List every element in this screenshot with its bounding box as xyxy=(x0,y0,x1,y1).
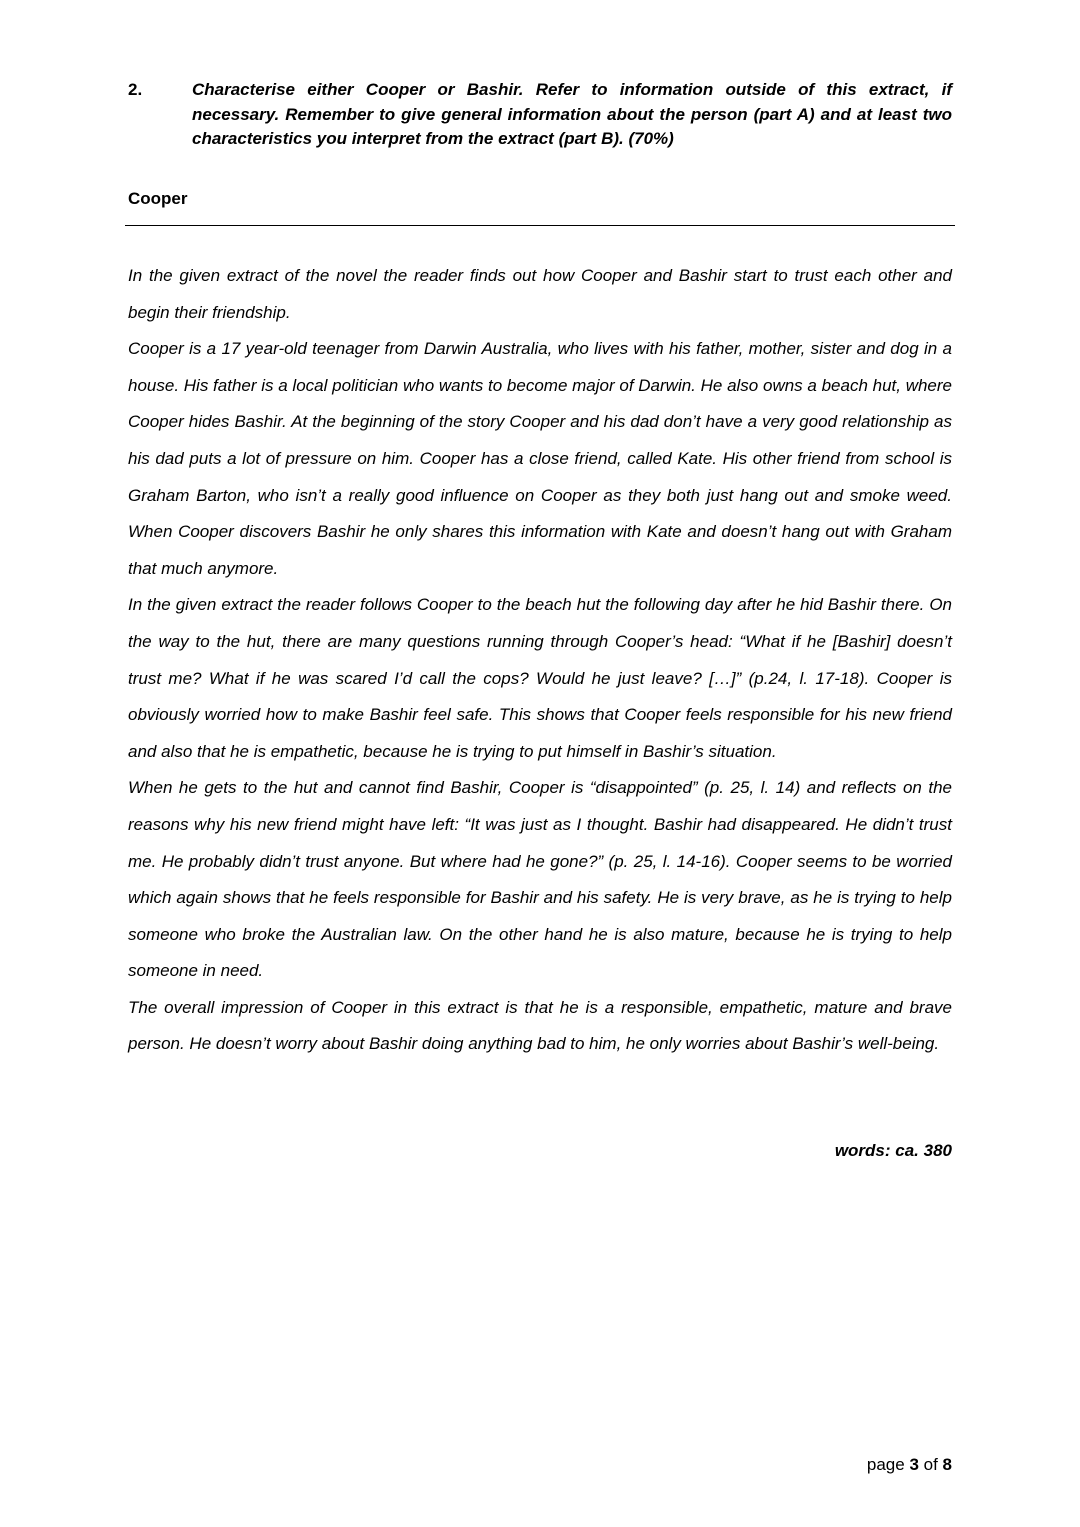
page-number xyxy=(867,1455,952,1475)
page-current: 3 xyxy=(909,1455,919,1474)
page-middle: of xyxy=(918,1455,943,1474)
section-title: Cooper xyxy=(128,189,188,208)
task-number: 2. xyxy=(128,80,143,99)
page-prefix: page xyxy=(866,1455,910,1474)
section-divider xyxy=(125,225,955,226)
word-count: words: ca. 380 xyxy=(834,1141,952,1160)
task-prompt: Characterise either Cooper or Bashir. Refer to information outside of this extract, if necessary. Remember to give general information about the person (part A) and at least two characteristics you interpret from the extract (part B). (70%) xyxy=(192,80,952,148)
essay-paragraph-conclusion: The overall impression of Cooper in this extract is that he is a responsible, empathetic, mature and brave person. He doesn’t worry about Bashir doing anything bad to him, he only worries about Bashir’s well-being. xyxy=(128,997,952,1054)
essay-body xyxy=(128,258,952,1063)
essay-paragraph-disappointed: When he gets to the hut and cannot find Bashir, Cooper is “disappointed” (p. 25, l. 14) and reflects on the reasons why his new friend might have left: “It was just as I thought. Bashir had disappeared. He didn’t trust me. He probably didn’t trust anyone. But where had he gone?” (p. 25, l. 14-16). Cooper seems to be worried which again shows that he feels responsible for Bashir and his safety. He is very brave, as he is trying to help someone who broke the Australian law. On the other hand he is also mature, because he is trying to help someone in need. xyxy=(128,778,952,981)
page-total: 8 xyxy=(942,1455,952,1474)
essay-paragraph-intro: In the given extract of the novel the reader finds out how Cooper and Bashir start to trust each other and begin their friendship. xyxy=(128,266,952,322)
essay-paragraph-extract-beach-hut: In the given extract the reader follows Cooper to the beach hut the following day after he hid Bashir there. On the way to the hut, there are many questions running through Cooper’s head: “What if he [Bashir] doesn’t trust me? What if he was scared I’d call the cops? Would he just leave? […]” (p.24, l. 17-18). Cooper is obviously worried how to make Bashir feel safe. This shows that Cooper feels responsible for his new friend and also that he is empathetic, because he is trying to put himself in Bashir’s situation. xyxy=(128,595,952,761)
essay-paragraph-general-info: Cooper is a 17 year-old teenager from Darwin Australia, who lives with his father, mother, sister and dog in a house. His father is a local politician who wants to become major of Darwin. He also owns a beach hut, where Cooper hides Bashir. At the beginning of the story Cooper and his dad don’t have a very good relationship as his dad puts a lot of pressure on him. Cooper has a close friend, called Kate. His other friend from school is Graham Barton, who isn’t a really good influence on Cooper as they both just hang out and smoke weed. When Cooper discovers Bashir he only shares this information with Kate and doesn’t hang out with Graham that much anymore. xyxy=(128,339,952,578)
